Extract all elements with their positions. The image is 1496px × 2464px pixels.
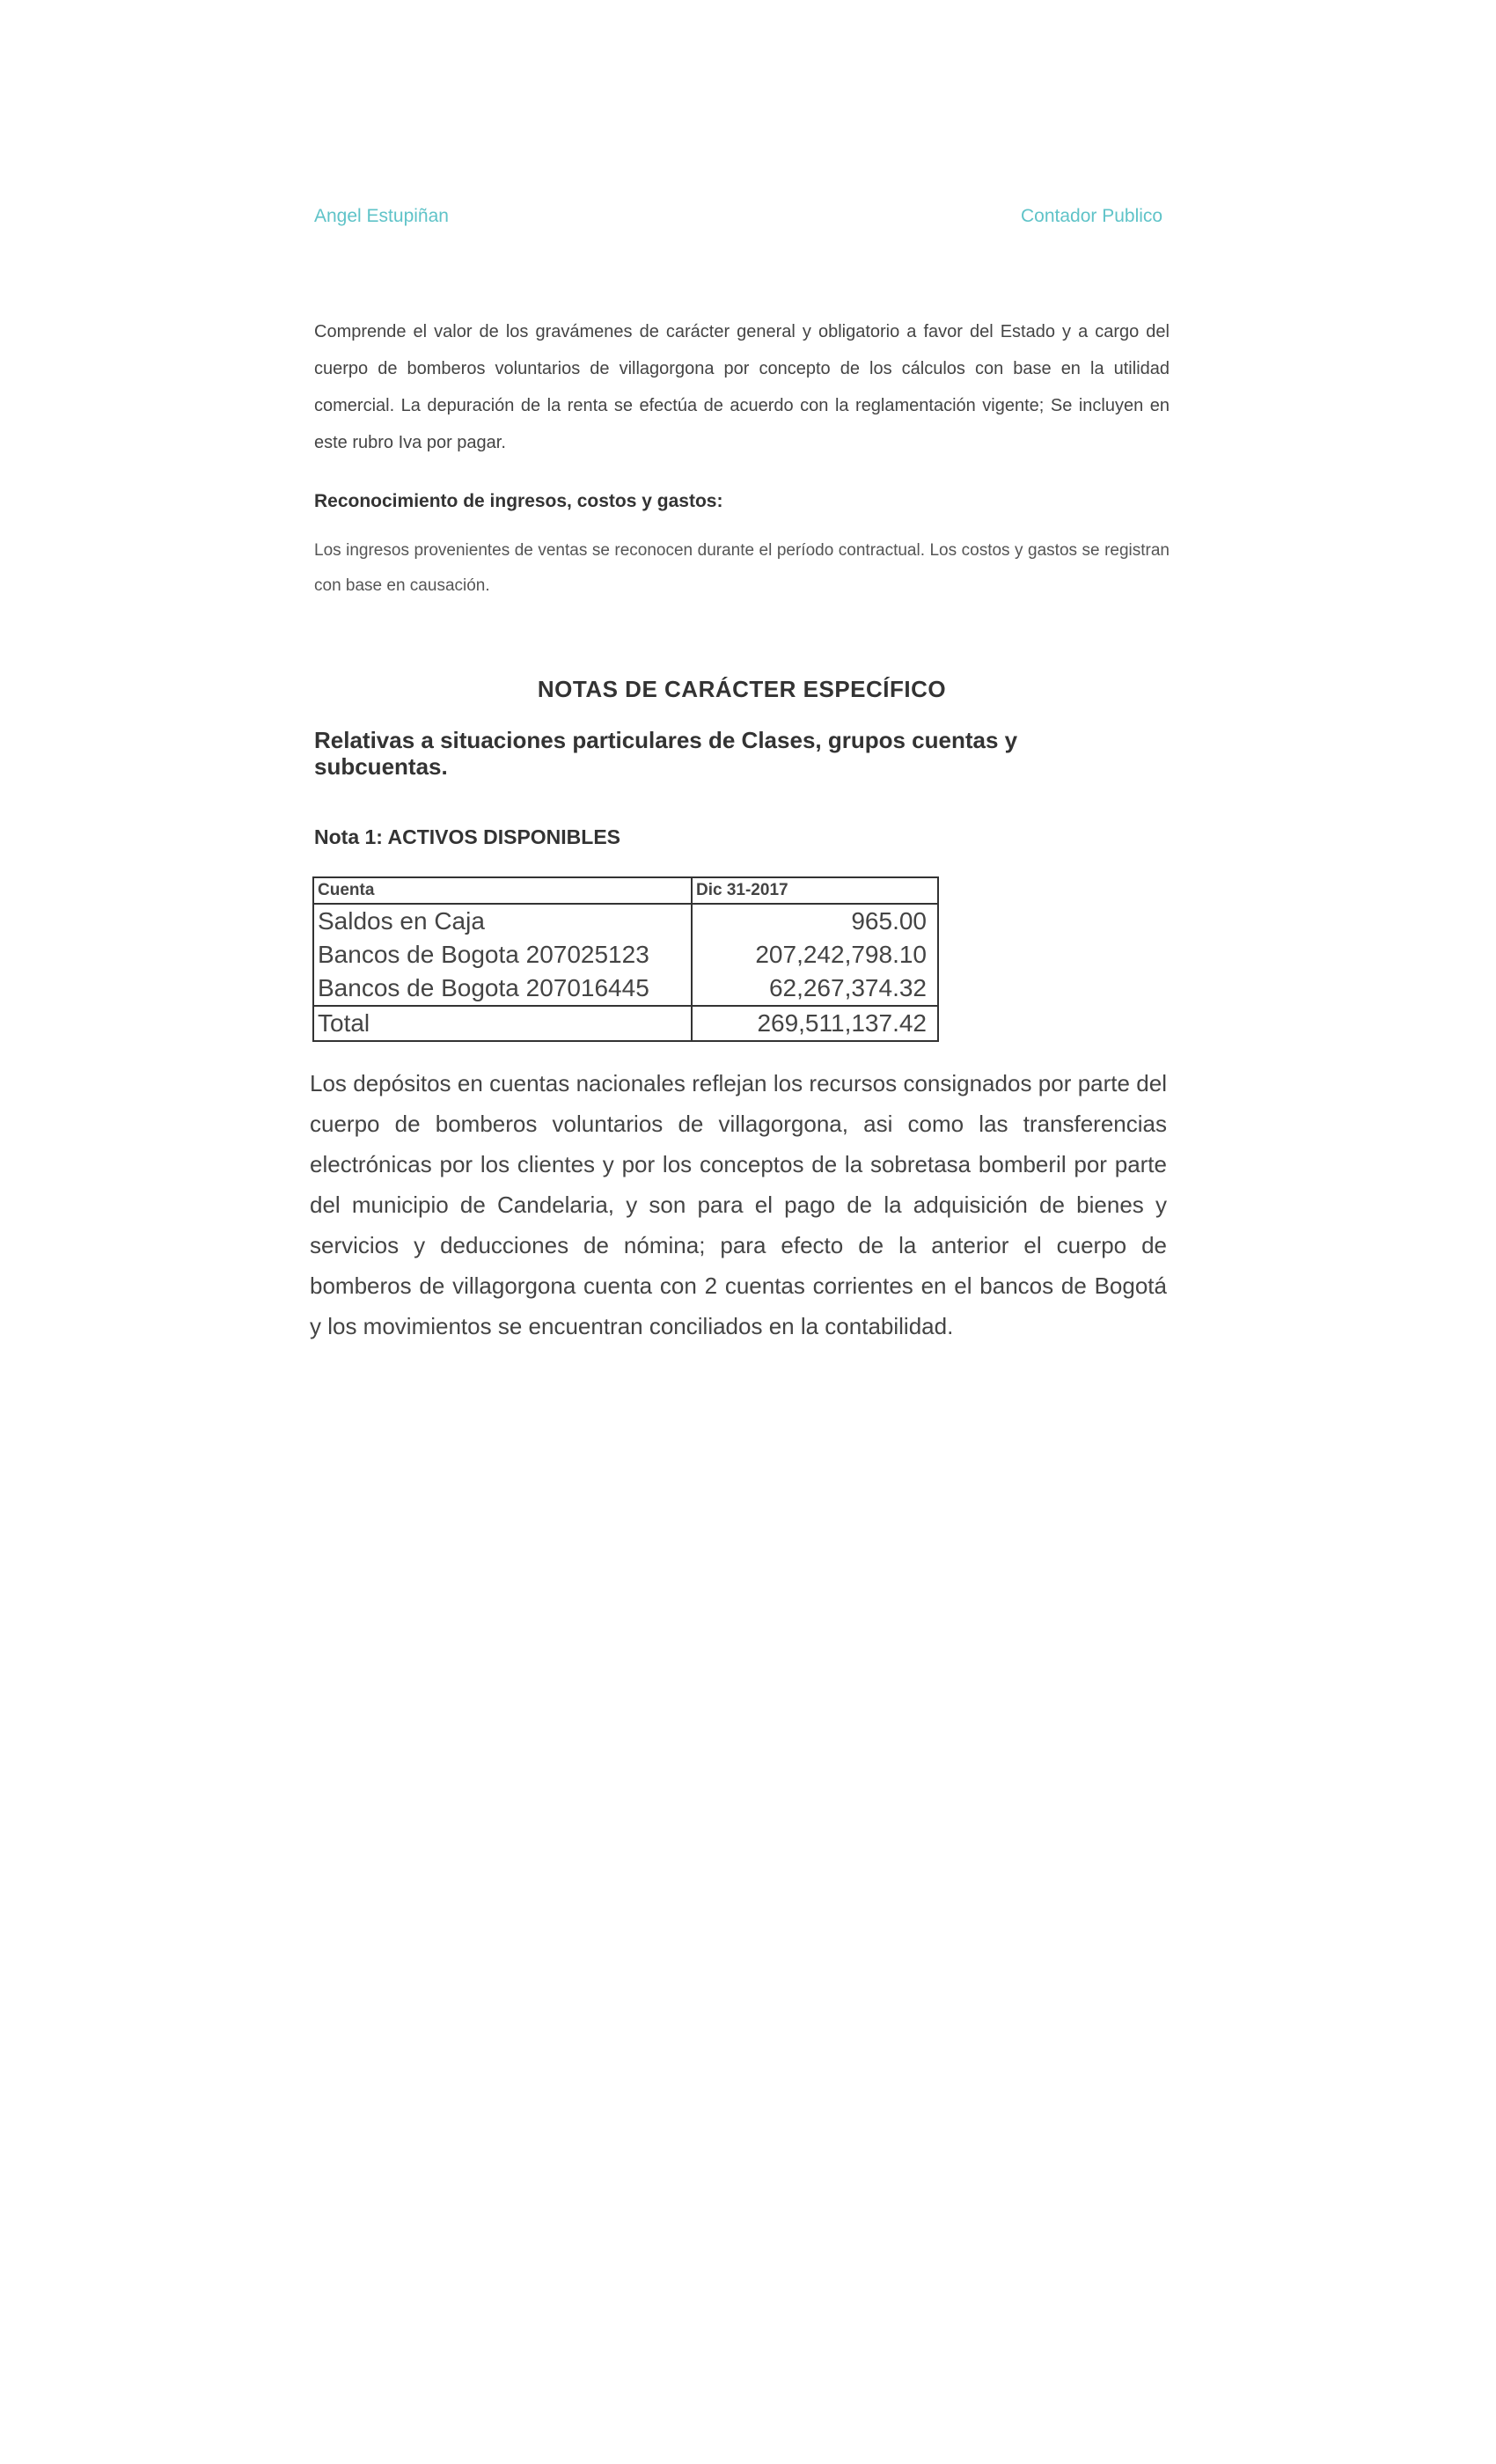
- recognition-heading: Reconocimiento de ingresos, costos y gastos:: [314, 491, 723, 511]
- total-row: [313, 1006, 938, 1041]
- nota1-description: Los depósitos en cuentas nacionales reflejan los recursos consignados por parte del cuerpo de bomberos voluntarios de villagorgona, asi como las transferencias electrónicas por los clientes y por los conceptos de la sobretasa bomberil por parte del municipio de Candelaria, y son para el pago de la adquisición de bienes y servicios y deducciones de nómina; para efecto de la anterior el cuerpo de bomberos de villagorgona cuenta con 2 cuentas corrientes en el bancos de Bogotá y los movimientos se encuentran conciliados en la contabilidad.: [310, 1070, 1167, 1339]
- header-author: Angel Estupiñan: [314, 206, 449, 226]
- table-header-row: [313, 877, 938, 904]
- row-value: 965.00: [692, 904, 938, 938]
- row-value: 207,242,798.10: [692, 938, 938, 972]
- specific-notes-title: NOTAS DE CARÁCTER ESPECÍFICO: [537, 676, 947, 702]
- row-account: Saldos en Caja: [313, 904, 692, 938]
- row-account: Bancos de Bogota 207025123: [313, 938, 692, 972]
- total-label: Total: [313, 1006, 692, 1041]
- header-profession: Contador Publico: [1021, 206, 1163, 226]
- column-header-date: Dic 31-2017: [692, 877, 938, 904]
- total-value: 269,511,137.42: [692, 1006, 938, 1041]
- recognition-text: Los ingresos provenientes de ventas se reconocen durante el período contractual. Los costos y gastos se registran con base en causación.: [314, 541, 1170, 595]
- table-row: [313, 904, 938, 938]
- row-account: Bancos de Bogota 207016445: [313, 972, 692, 1006]
- accounts-table: [312, 876, 939, 1042]
- row-value: 62,267,374.32: [692, 972, 938, 1006]
- table-row: [313, 972, 938, 1006]
- column-header-cuenta: Cuenta: [313, 877, 692, 904]
- intro-paragraph: Comprende el valor de los gravámenes de carácter general y obligatorio a favor del Estado y a cargo del cuerpo de bomberos voluntarios de villagorgona por concepto de los cálculos con base en la utilidad comercial. La depuración de la renta se efectúa de acuerdo con la reglamentación vigente; Se incluyen en este rubro Iva por pagar.: [314, 322, 1170, 452]
- specific-notes-subtitle: Relativas a situaciones particulares de Clases, grupos cuentas y subcuentas.: [314, 727, 1018, 780]
- nota1-title: Nota 1: ACTIVOS DISPONIBLES: [314, 825, 621, 848]
- table-row: [313, 938, 938, 972]
